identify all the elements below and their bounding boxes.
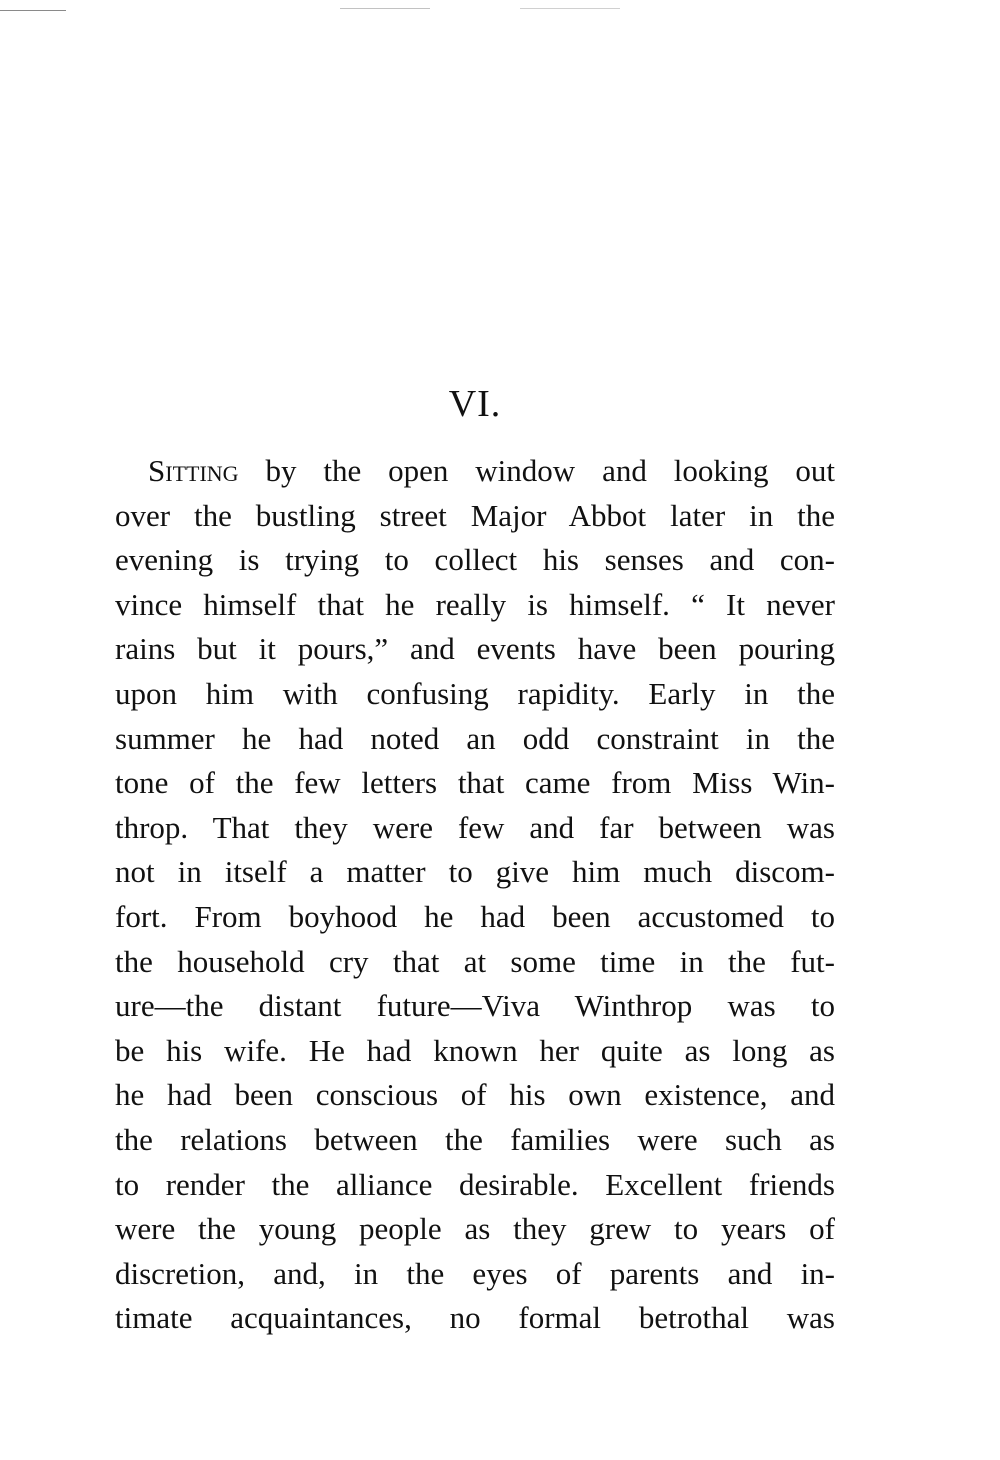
scan-mark xyxy=(0,10,66,11)
first-line-rest: by the open window and looking out xyxy=(238,453,835,488)
text-line: fort. From boyhood he had been accustomed to xyxy=(115,898,835,934)
text-line: vince himself that he really is himself. “ It never xyxy=(115,586,835,622)
chapter-heading: VI. xyxy=(448,383,502,425)
text-line: were the young people as they grew to years of xyxy=(115,1211,835,1247)
text-line: discretion, and, in the eyes of parents and in- xyxy=(115,1255,835,1291)
text-line: evening is trying to collect his senses and con- xyxy=(115,542,835,578)
scan-mark xyxy=(520,8,620,9)
drop-word: Sitting xyxy=(148,453,239,488)
text-line: timate acquaintances, no formal betrothal was xyxy=(115,1300,835,1336)
text-line: throp. That they were few and far between was xyxy=(115,809,835,845)
text-line: over the bustling street Major Abbot later in the xyxy=(115,497,835,533)
text-line xyxy=(115,449,835,494)
text-line: tone of the few letters that came from Miss Win- xyxy=(115,765,835,801)
text-line: rains but it pours,” and events have been pouring xyxy=(115,631,835,667)
text-line: ure—the distant future—Viva Winthrop was to xyxy=(115,988,835,1024)
text-line: the household cry that at some time in the fut- xyxy=(115,943,835,979)
text-line: be his wife. He had known her quite as long as xyxy=(115,1032,835,1068)
text-line: upon him with confusing rapidity. Early in the xyxy=(115,675,835,711)
text-line: he had been conscious of his own existence, and xyxy=(115,1077,835,1113)
chapter-body-text xyxy=(115,449,835,1341)
scan-mark xyxy=(340,8,430,9)
text-line: the relations between the families were such as xyxy=(115,1121,835,1157)
text-line: summer he had noted an odd constraint in the xyxy=(115,720,835,756)
text-line: to render the alliance desirable. Excellent friends xyxy=(115,1166,835,1202)
text-line: not in itself a matter to give him much discom- xyxy=(115,854,835,890)
